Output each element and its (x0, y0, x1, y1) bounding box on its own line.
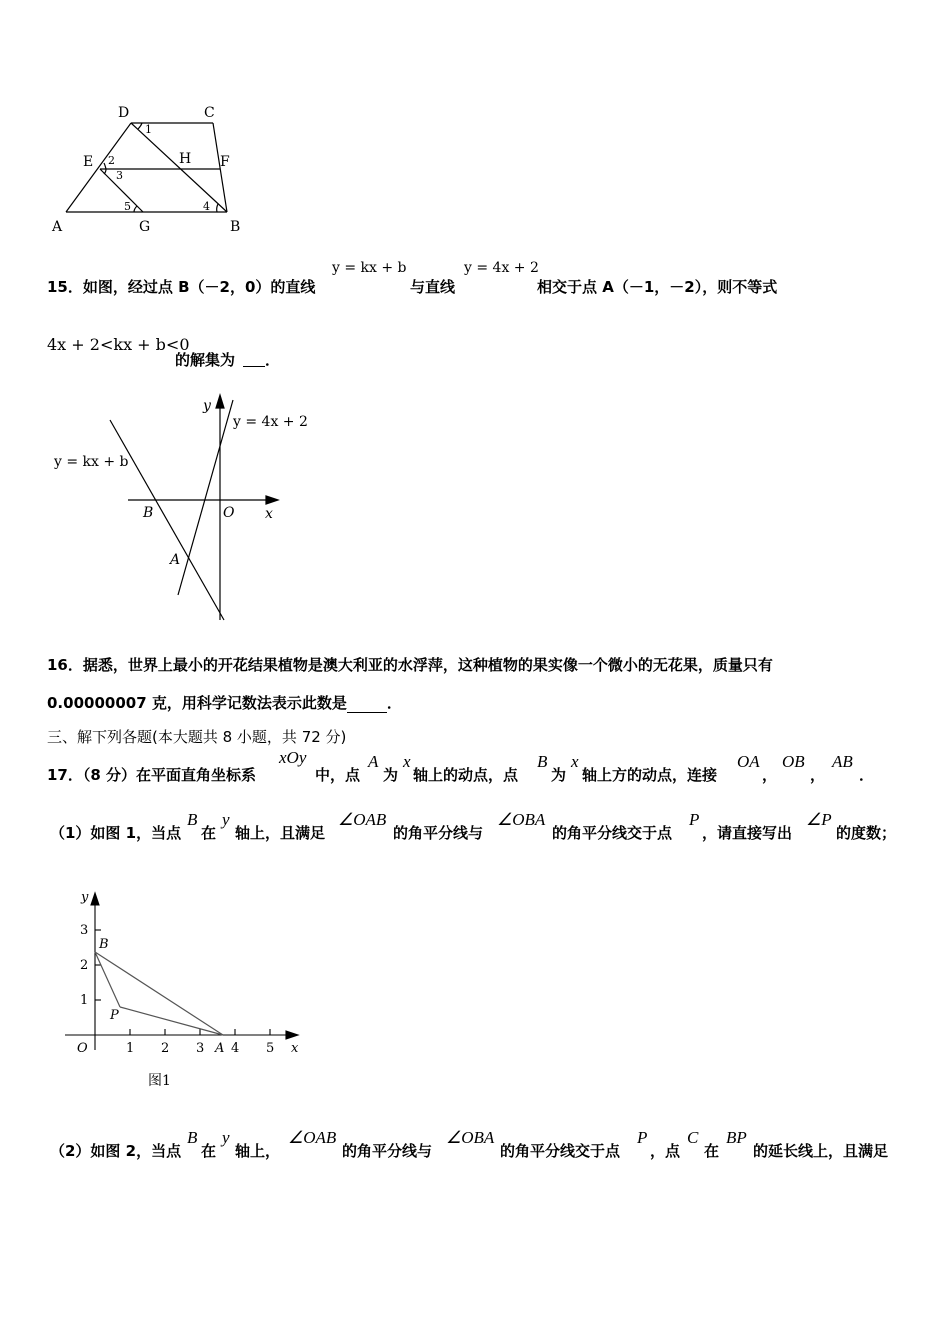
segment-db (131, 123, 227, 212)
q16-answer-blank[interactable] (347, 695, 387, 713)
graph-label-line1: y = kx + b (54, 454, 129, 470)
label-a: A (52, 219, 63, 235)
fig1-xtick-1: 1 (126, 1041, 135, 1056)
angle-arc-2 (104, 163, 106, 169)
angle-arc-5 (134, 206, 137, 212)
q17-part1-p: P (689, 810, 700, 829)
graph-label-line2: y = 4x + 2 (233, 414, 308, 430)
line-4x-2 (178, 400, 233, 595)
q15-text2: 与直线 (410, 278, 456, 296)
q15-end: ． (265, 351, 281, 369)
q17-b: B (537, 752, 548, 771)
fig1-label-o: O (77, 1041, 88, 1056)
q17-part1-ang1: ∠OAB (338, 810, 387, 829)
q15-ineq: 4x + 2<kx + b<0 (47, 335, 190, 354)
label-h: H (179, 151, 192, 167)
angle-label-5: 5 (124, 200, 131, 213)
label-b: B (230, 219, 241, 235)
fig1-ytick-1: 1 (80, 993, 89, 1008)
q17-part2-y: y (222, 1128, 230, 1147)
label-c: C (204, 105, 215, 121)
q16-line2 (47, 692, 402, 714)
q17-part1-t2: 在 (201, 824, 217, 842)
q17-part2-t4: 的角平分线与 (342, 1142, 433, 1160)
q17-part1-b: B (187, 810, 198, 829)
q17-part2-ang2: ∠OBA (446, 1128, 495, 1147)
label-d: D (118, 105, 130, 121)
fig1-caption: 图1 (148, 1073, 171, 1089)
label-f: F (220, 154, 230, 170)
angle-label-3: 3 (116, 169, 123, 182)
q17-part2 (50, 1124, 930, 1164)
fig1-label-y: y (81, 890, 89, 905)
q17-xoy: xOy (279, 748, 307, 767)
graph-label-b: B (143, 505, 154, 521)
q17-stem (47, 748, 927, 788)
q16-end: ． (386, 694, 402, 712)
q17-part1 (50, 806, 930, 846)
fig1-xtick-3: 3 (196, 1041, 205, 1056)
angle-arc-1 (138, 123, 142, 129)
q16-line1: 16．据悉，世界上最小的开花结果植物是澳大利亚的水浮萍，这种植物的果实像一个微小的无花果，质量只有 (47, 656, 773, 674)
label-g: G (139, 219, 151, 235)
fig1-label-x: x (291, 1041, 299, 1056)
fig1-ytick-3: 3 (80, 923, 89, 938)
q17-part2-ang1: ∠OAB (288, 1128, 337, 1147)
q17-sep2: ， (810, 766, 826, 784)
q16-text2: 0.00000007 克，用科学记数法表示此数是 (47, 694, 347, 712)
angle-label-2: 2 (108, 154, 115, 167)
q17-ab: AB (832, 752, 853, 771)
q17-part1-t1: （1）如图 1，当点 (50, 824, 182, 842)
q15-eq2: y = 4x + 2 (464, 260, 539, 276)
q17-part1-t6: ，请直接写出 (702, 824, 793, 842)
graph-label-x: x (265, 506, 273, 522)
q17-part1-t7: 的度数； (836, 824, 897, 842)
q17-part2-c: C (687, 1128, 699, 1147)
fig1-xtick-2: 2 (161, 1041, 170, 1056)
fig1-xtick-4: 4 (231, 1041, 240, 1056)
line-kx-b (110, 420, 224, 620)
q17-x: x (403, 752, 411, 771)
angle-arc-4 (217, 204, 218, 212)
q17-ob: OB (782, 752, 805, 771)
q17-part1-t5: 的角平分线交于点 (552, 824, 673, 842)
q17-part1-t4: 的角平分线与 (393, 824, 484, 842)
angle-label-1: 1 (145, 123, 152, 136)
q17-part2-t7: 在 (704, 1142, 720, 1160)
q15-text3: 相交于点 A（－1，－2），则不等式 (537, 278, 778, 296)
graph-label-y: y (203, 398, 211, 414)
angle-arc-3 (104, 169, 106, 174)
graph-label-o: O (223, 505, 235, 521)
figure-1 (55, 885, 315, 1095)
q17-x2: x (571, 752, 579, 771)
q17-p3: 为 (383, 766, 399, 784)
q17-part2-t2: 在 (201, 1142, 217, 1160)
q17-p6: 轴上方的动点，连接 (582, 766, 718, 784)
q17-sep1: ， (762, 766, 778, 784)
q17-oa: OA (737, 752, 760, 771)
fig1-label-b: B (99, 937, 109, 952)
q17-p5: 为 (551, 766, 567, 784)
q17-p4: 轴上的动点，点 (413, 766, 519, 784)
q17-part2-t8: 的延长线上，且满足 (753, 1142, 889, 1160)
y-axis-arrow (216, 395, 224, 408)
graph-label-a: A (170, 552, 181, 568)
q15-text1: 15．如图，经过点 B（－2，0）的直线 (47, 278, 316, 296)
fig1-y-arrow (91, 893, 99, 905)
q15-graph (40, 390, 320, 630)
fig1-ytick-2: 2 (80, 958, 89, 973)
x-axis-arrow (266, 496, 278, 504)
q17-part2-b: B (187, 1128, 198, 1147)
q17-part2-p: P (637, 1128, 648, 1147)
fig1-xtick-5: 5 (266, 1041, 275, 1056)
q15-text4: 的解集为 (175, 351, 236, 369)
q15-eq1: y = kx + b (332, 260, 407, 276)
q17-part2-t5: 的角平分线交于点 (500, 1142, 621, 1160)
q17-p2: 中，点 (315, 766, 361, 784)
trapezoid-figure (40, 100, 270, 240)
fig1-label-p: P (110, 1008, 119, 1023)
q17-a: A (368, 752, 379, 771)
fig1-label-a: A (215, 1041, 225, 1056)
q17-part2-t6: ，点 (650, 1142, 681, 1160)
fig1-segment-pa (120, 1007, 223, 1035)
segment-da (66, 123, 131, 212)
q17-part1-ang2: ∠OBA (497, 810, 546, 829)
section-3-heading: 三、解下列各题(本大题共 8 小题，共 72 分) (47, 728, 347, 746)
q15-answer-blank[interactable] (243, 349, 265, 367)
angle-label-4: 4 (203, 200, 210, 213)
q17-p1: 17．（8 分）在平面直角坐标系 (47, 766, 257, 784)
q17-part2-bp: BP (726, 1128, 747, 1147)
q17-part1-t3: 轴上，且满足 (235, 824, 326, 842)
q17-part2-t3: 轴上， (235, 1142, 281, 1160)
q17-end: ． (859, 766, 875, 784)
fig1-x-ticks (130, 1029, 270, 1035)
fig1-x-arrow (286, 1031, 298, 1039)
q17-part1-y: y (222, 810, 230, 829)
q17-part2-t1: （2）如图 2，当点 (50, 1142, 182, 1160)
q17-part1-angp: ∠P (806, 810, 832, 829)
label-e: E (83, 154, 94, 170)
